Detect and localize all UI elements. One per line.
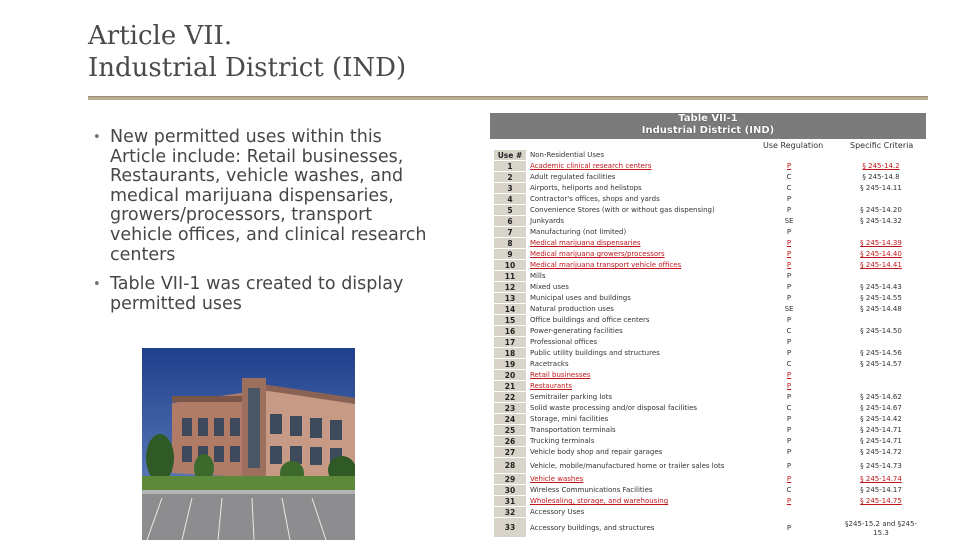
- use-name-cell: Medical marijuana growers/processors: [530, 250, 665, 258]
- table-row: [492, 359, 928, 370]
- title-line-2: Industrial District (IND): [88, 53, 407, 83]
- use-name-cell: Airports, heliports and helistops: [530, 184, 642, 192]
- bullet-item: • Table VII-1 was created to display permitted uses: [93, 275, 438, 314]
- use-number-cell: 14: [494, 304, 526, 315]
- use-number-cell: 7: [494, 227, 526, 238]
- table-row: [492, 474, 928, 485]
- use-name-cell: Mixed uses: [530, 283, 569, 291]
- use-name-cell: Adult regulated facilities: [530, 173, 616, 181]
- use-name-cell: Vehicle, mobile/manufactured home or trailer sales lots: [530, 462, 725, 470]
- table-row: [492, 507, 928, 518]
- use-regulation-cell: P: [786, 415, 792, 423]
- use-table: [492, 150, 928, 538]
- table-caption-line-2: Industrial District (IND): [641, 125, 775, 136]
- use-number-cell: 2: [494, 172, 526, 183]
- table-row: [492, 447, 928, 458]
- use-name-cell: Semitrailer parking lots: [530, 393, 613, 401]
- use-number-cell: 1: [494, 161, 526, 172]
- use-regulation-cell: C: [786, 327, 792, 335]
- use-number-cell: 23: [494, 403, 526, 414]
- specific-criteria-cell: § 245-14.72: [860, 448, 902, 456]
- use-regulation-cell: P: [786, 393, 792, 401]
- table-row: [492, 315, 928, 326]
- table-row: [492, 216, 928, 227]
- use-number-cell: 19: [494, 359, 526, 370]
- use-number-cell: 16: [494, 326, 526, 337]
- use-name-cell: Contractor's offices, shops and yards: [530, 195, 660, 203]
- specific-criteria-cell: § 245-14.17: [860, 486, 902, 494]
- table-row: [492, 249, 928, 260]
- table-row: [492, 496, 928, 507]
- page-title: [88, 20, 406, 84]
- use-name-cell: Convenience Stores (with or without gas dispensing): [530, 206, 715, 214]
- table-row: [492, 293, 928, 304]
- specific-criteria-cell: § 245-14.73: [860, 462, 902, 470]
- use-name-cell: Vehicle body shop and repair garages: [530, 448, 663, 456]
- use-name-cell: Power-generating facilities: [530, 327, 623, 335]
- specific-criteria-cell: § 245-14.11: [860, 184, 902, 192]
- use-name-cell: Manufacturing (not limited): [530, 228, 627, 236]
- industrial-building-photo: [142, 348, 355, 540]
- table-row: [492, 260, 928, 271]
- use-regulation-cell: P: [786, 316, 792, 324]
- use-name-cell: Academic clinical research centers: [530, 162, 652, 170]
- table-row: [492, 485, 928, 496]
- specific-criteria-cell: § 245-14.71: [860, 437, 902, 445]
- specific-criteria-cell: § 245-14.39: [860, 239, 902, 247]
- use-number-cell: 17: [494, 337, 526, 348]
- use-number-cell: 12: [494, 282, 526, 293]
- specific-criteria-cell: § 245-14.71: [860, 426, 902, 434]
- use-number-cell: 21: [494, 381, 526, 392]
- use-number-cell: 3: [494, 183, 526, 194]
- use-name-cell: Retail businesses: [530, 371, 591, 379]
- use-regulation-cell: P: [786, 462, 792, 470]
- use-regulation-cell: P: [786, 162, 792, 170]
- column-header-use-regulation: Use Regulation: [763, 141, 824, 150]
- specific-criteria-cell: §245-15.2 and §245-15.3: [845, 520, 917, 537]
- use-regulation-cell: P: [786, 250, 792, 258]
- specific-criteria-cell: § 245-14.2: [862, 162, 900, 170]
- title-accent-bar: [88, 97, 928, 100]
- specific-criteria-cell: § 245-14.67: [860, 404, 902, 412]
- use-name-cell: Trucking terminals: [530, 437, 595, 445]
- use-name-cell: Accessory Uses: [530, 508, 585, 516]
- use-name-cell: Wireless Communications Facilities: [530, 486, 653, 494]
- use-name-cell: Junkyards: [530, 217, 565, 225]
- use-number-cell: 30: [494, 485, 526, 496]
- use-number-cell: 26: [494, 436, 526, 447]
- use-regulation-cell: P: [786, 448, 792, 456]
- table-row: [492, 194, 928, 205]
- table-row: [492, 183, 928, 194]
- use-name-cell: Transportation terminals: [530, 426, 616, 434]
- bullet-item: • New permitted uses within this Article include: Retail businesses, Restaurants, vehicle washes, and medical marijuana dispensaries, growers/processors, transport vehicle offices, and clinical research centers: [93, 128, 438, 265]
- table-row: [492, 348, 928, 359]
- table-row: [492, 414, 928, 425]
- specific-criteria-cell: § 245-14.48: [860, 305, 902, 313]
- table-row: [492, 381, 928, 392]
- table-row: [492, 370, 928, 381]
- use-regulation-cell: P: [786, 294, 792, 302]
- use-regulation-cell: P: [786, 475, 792, 483]
- specific-criteria-cell: § 245-14.50: [860, 327, 902, 335]
- use-number-cell: 10: [494, 260, 526, 271]
- use-regulation-cell: C: [786, 184, 792, 192]
- use-name-cell: Racetracks: [530, 360, 569, 368]
- use-name-cell: Municipal uses and buildings: [530, 294, 631, 302]
- bullet-list: [93, 128, 438, 324]
- use-name-cell: Medical marijuana dispensaries: [530, 239, 641, 247]
- use-regulation-cell: P: [786, 283, 792, 291]
- use-number-cell: 9: [494, 249, 526, 260]
- use-number-cell: 11: [494, 271, 526, 282]
- table-row: [492, 436, 928, 447]
- table-row: [492, 518, 928, 538]
- use-regulation-cell: P: [786, 382, 792, 390]
- use-regulation-cell: P: [786, 272, 792, 280]
- use-regulation-cell: P: [786, 426, 792, 434]
- use-number-cell: 32: [494, 507, 526, 518]
- use-number-cell: 6: [494, 216, 526, 227]
- use-regulation-cell: C: [786, 486, 792, 494]
- use-regulation-cell: P: [786, 524, 792, 532]
- use-regulation-cell: C: [786, 404, 792, 412]
- specific-criteria-cell: § 245-14.62: [860, 393, 902, 401]
- use-name-cell: Public utility buildings and structures: [530, 349, 660, 357]
- specific-criteria-cell: § 245-14.75: [860, 497, 902, 505]
- use-regulation-cell: SE: [784, 217, 794, 225]
- table-row: [492, 425, 928, 436]
- column-header-specific-criteria: Specific Criteria: [850, 141, 914, 150]
- use-regulation-cell: P: [786, 371, 792, 379]
- table-row: [492, 458, 928, 474]
- use-number-cell: 29: [494, 474, 526, 485]
- specific-criteria-cell: § 245-14.55: [860, 294, 902, 302]
- use-number-cell: 4: [494, 194, 526, 205]
- use-name-cell: Storage, mini facilities: [530, 415, 609, 423]
- use-name-cell: Accessory buildings, and structures: [530, 524, 655, 532]
- use-name-cell: Wholesaling, storage, and warehousing: [530, 497, 669, 505]
- use-number-cell: 20: [494, 370, 526, 381]
- use-number-cell: 5: [494, 205, 526, 216]
- use-name-cell: Restaurants: [530, 382, 572, 390]
- use-regulation-cell: C: [786, 173, 792, 181]
- specific-criteria-cell: § 245-14.56: [860, 349, 902, 357]
- use-number-cell: 33: [494, 518, 526, 538]
- use-number-cell: Use #: [494, 150, 526, 161]
- specific-criteria-cell: § 245-14.74: [860, 475, 902, 483]
- table-row: [492, 337, 928, 348]
- use-number-cell: 25: [494, 425, 526, 436]
- use-regulation-cell: P: [786, 239, 792, 247]
- use-number-cell: 31: [494, 496, 526, 507]
- table-row: [492, 271, 928, 282]
- use-regulation-cell: P: [786, 497, 792, 505]
- use-regulation-cell: P: [786, 228, 792, 236]
- use-name-cell: Non-Residential Uses: [530, 151, 604, 159]
- use-name-cell: Office buildings and office centers: [530, 316, 650, 324]
- use-regulation-cell: P: [786, 349, 792, 357]
- use-number-cell: 13: [494, 293, 526, 304]
- use-name-cell: Natural production uses: [530, 305, 614, 313]
- use-regulation-cell: P: [786, 206, 792, 214]
- specific-criteria-cell: § 245-14.42: [860, 415, 902, 423]
- use-number-cell: 18: [494, 348, 526, 359]
- use-regulation-cell: P: [786, 338, 792, 346]
- use-regulation-cell: P: [786, 437, 792, 445]
- table-row: [492, 403, 928, 414]
- title-line-1: Article VII.: [88, 21, 233, 51]
- specific-criteria-cell: § 245-14.32: [860, 217, 902, 225]
- use-number-cell: 22: [494, 392, 526, 403]
- table-row: [492, 326, 928, 337]
- specific-criteria-cell: § 245-14.57: [860, 360, 902, 368]
- use-name-cell: Mills: [530, 272, 546, 280]
- use-number-cell: 27: [494, 447, 526, 458]
- table-row: [492, 282, 928, 293]
- use-regulation-cell: P: [786, 195, 792, 203]
- table-row: [492, 238, 928, 249]
- use-regulation-cell: P: [786, 261, 792, 269]
- specific-criteria-cell: § 245-14.43: [860, 283, 902, 291]
- use-number-cell: 28: [494, 458, 526, 474]
- use-regulation-cell: SE: [784, 305, 794, 313]
- use-regulation-cell: C: [786, 360, 792, 368]
- specific-criteria-cell: § 245-14.41: [860, 261, 902, 269]
- use-name-cell: Vehicle washes: [530, 475, 584, 483]
- table-row: [492, 392, 928, 403]
- table-row: [492, 150, 928, 161]
- specific-criteria-cell: § 245-14.8: [862, 173, 900, 181]
- use-name-cell: Professional offices: [530, 338, 598, 346]
- table-row: [492, 172, 928, 183]
- use-number-cell: 15: [494, 315, 526, 326]
- table-row: [492, 205, 928, 216]
- table-row: [492, 304, 928, 315]
- use-name-cell: Solid waste processing and/or disposal facilities: [530, 404, 698, 412]
- table-caption: [490, 113, 926, 139]
- use-number-cell: 8: [494, 238, 526, 249]
- specific-criteria-cell: § 245-14.40: [860, 250, 902, 258]
- table-row: [492, 161, 928, 172]
- specific-criteria-cell: § 245-14.20: [860, 206, 902, 214]
- table-caption-line-1: Table VII-1: [678, 113, 738, 124]
- use-number-cell: 24: [494, 414, 526, 425]
- table-row: [492, 227, 928, 238]
- use-name-cell: Medical marijuana transport vehicle offices: [530, 261, 682, 269]
